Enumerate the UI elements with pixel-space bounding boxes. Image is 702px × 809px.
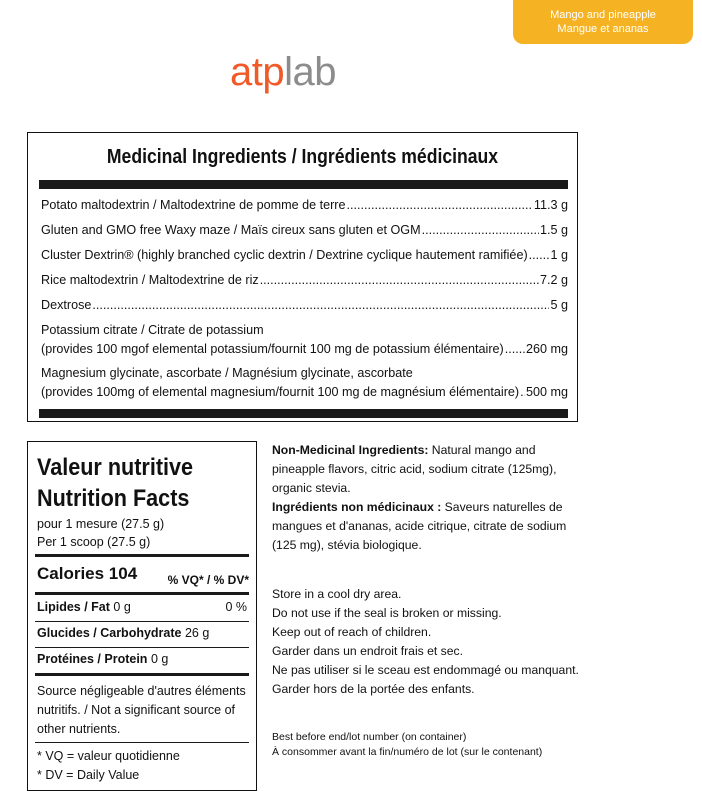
nutrition-title-en: Nutrition Facts	[37, 485, 190, 512]
footnote-dv: * DV = Daily Value	[37, 768, 140, 782]
nutrition-title-fr: Valeur nutritive	[37, 454, 194, 481]
serving-fr: pour 1 mesure (27.5 g)	[37, 517, 165, 531]
nutrient-label: Protéines / Protein	[37, 652, 148, 666]
best-before	[272, 730, 602, 760]
nutrient-value: 0 g	[150, 652, 169, 666]
ingredient-row-magnesium	[41, 364, 568, 402]
serving-en: Per 1 scoop (27.5 g)	[37, 535, 151, 549]
nutrition-title	[37, 452, 193, 514]
storage-line: Keep out of reach of children.	[272, 625, 432, 639]
nutrient-label: Lipides / Fat	[37, 600, 110, 614]
brand-logo	[230, 50, 336, 94]
ingredient-name: Gluten and GMO free Waxy maze / Maïs cireux sans gluten et OGM	[41, 223, 421, 237]
flavor-fr: Mangue et ananas	[557, 23, 649, 35]
flavor-en: Mango and pineapple	[550, 9, 656, 21]
non-medicinal-text-en: Natural mango and pineapple flavors, citric acid, sodium citrate (125mg), organic stevia.	[272, 443, 557, 495]
ingredient-name: Dextrose	[41, 298, 92, 312]
non-medicinal-label-fr: Ingrédients non médicinaux :	[272, 500, 442, 514]
ingredient-row	[41, 221, 568, 246]
nutrition-footnotes	[37, 747, 180, 785]
nutrition-thick-rule	[35, 554, 249, 557]
serving-size	[37, 515, 164, 551]
nutrition-rule	[35, 647, 249, 648]
ingredient-amount: 11.3 g	[533, 198, 568, 212]
logo-atp: atp	[230, 50, 285, 94]
medicinal-rows	[41, 196, 568, 407]
storage-line: Garder dans un endroit frais et sec.	[272, 644, 464, 658]
ingredient-row	[41, 196, 568, 221]
non-medicinal-ingredients	[272, 441, 582, 555]
nutrient-dv: 0 %	[225, 600, 247, 614]
flavor-tab	[513, 0, 693, 44]
ingredient-amount: 1.5 g	[539, 223, 568, 237]
best-before-en: Best before end/lot number (on container)	[272, 731, 467, 743]
ingredient-amount: 1 g	[550, 248, 568, 262]
non-medicinal-label-en: Non-Medicinal Ingredients:	[272, 443, 429, 457]
nutrient-row-protein	[37, 652, 247, 666]
nutrition-thick-rule	[35, 673, 249, 676]
medicinal-title: Medicinal Ingredients / Ingrédients médicinaux	[106, 146, 499, 168]
logo-lab: lab	[284, 50, 336, 94]
ingredient-amount: 500 mg	[525, 385, 568, 399]
ingredient-name: Cluster Dextrin® (highly branched cyclic dextrin / Dextrine cyclique hautement ramifiée)	[41, 248, 528, 262]
ingredient-name: Potato maltodextrin / Maltodextrine de pomme de terre	[41, 198, 346, 212]
storage-instructions	[272, 585, 592, 699]
ingredient-row-potassium	[41, 321, 568, 359]
ingredient-amount: 5 g	[550, 298, 568, 312]
ingredient-name: Rice maltodextrin / Maltodextrine de riz	[41, 273, 259, 287]
footnote-vq: * VQ = valeur quotidienne	[37, 749, 180, 763]
nutrition-note: Source négligeable d'autres éléments nutritifs. / Not a significant source of other nutrients.	[37, 684, 246, 736]
medicinal-bottom-bar	[39, 409, 568, 418]
ingredient-amount: 260 mg	[525, 342, 568, 356]
nutrient-label: Glucides / Carbohydrate	[37, 626, 182, 640]
calories: Calories 104	[37, 564, 138, 583]
nutrition-facts-panel	[27, 441, 257, 791]
ingredient-row	[41, 296, 568, 321]
medicinal-ingredients-panel	[27, 132, 578, 422]
nutrient-row-fat	[37, 600, 247, 614]
ingredient-row	[41, 246, 568, 271]
nutrient-row-carbohydrate	[37, 626, 247, 640]
ingredient-amount: 7.2 g	[539, 273, 568, 287]
dv-header: % VQ* / % DV*	[167, 573, 249, 587]
non-medicinal-text-fr: Saveurs naturelles de mangues et d'ananas, acide citrique, citrate de sodium (125 mg), stévia biologique.	[272, 500, 567, 552]
nutrient-value: 0 g	[113, 600, 131, 614]
ingredient-detail: (provides 100 mgof elemental potassium/fournit 100 mg de potassium élémentaire)	[41, 342, 504, 356]
nutrition-rule	[35, 742, 249, 743]
best-before-fr: À consommer avant la fin/numéro de lot (sur le contenant)	[272, 746, 543, 758]
medicinal-top-bar	[39, 180, 568, 189]
storage-line: Garder hors de la portée des enfants.	[272, 682, 475, 696]
ingredient-name: Magnesium glycinate, ascorbate / Magnésium glycinate, ascorbate	[41, 366, 413, 380]
ingredient-detail: (provides 100mg of elemental magnesium/fournit 100 mg de magnésium élémentaire)	[41, 385, 520, 399]
nutrient-value: 26 g	[184, 626, 210, 640]
storage-line: Store in a cool dry area.	[272, 587, 402, 601]
nutrition-rule	[35, 621, 249, 622]
ingredient-row	[41, 271, 568, 296]
storage-line: Ne pas utiliser si le sceau est endommagé ou manquant.	[272, 663, 579, 677]
storage-line: Do not use if the seal is broken or missing.	[272, 606, 502, 620]
nutrition-thick-rule	[35, 592, 249, 595]
ingredient-name: Potassium citrate / Citrate de potassium	[41, 323, 264, 337]
